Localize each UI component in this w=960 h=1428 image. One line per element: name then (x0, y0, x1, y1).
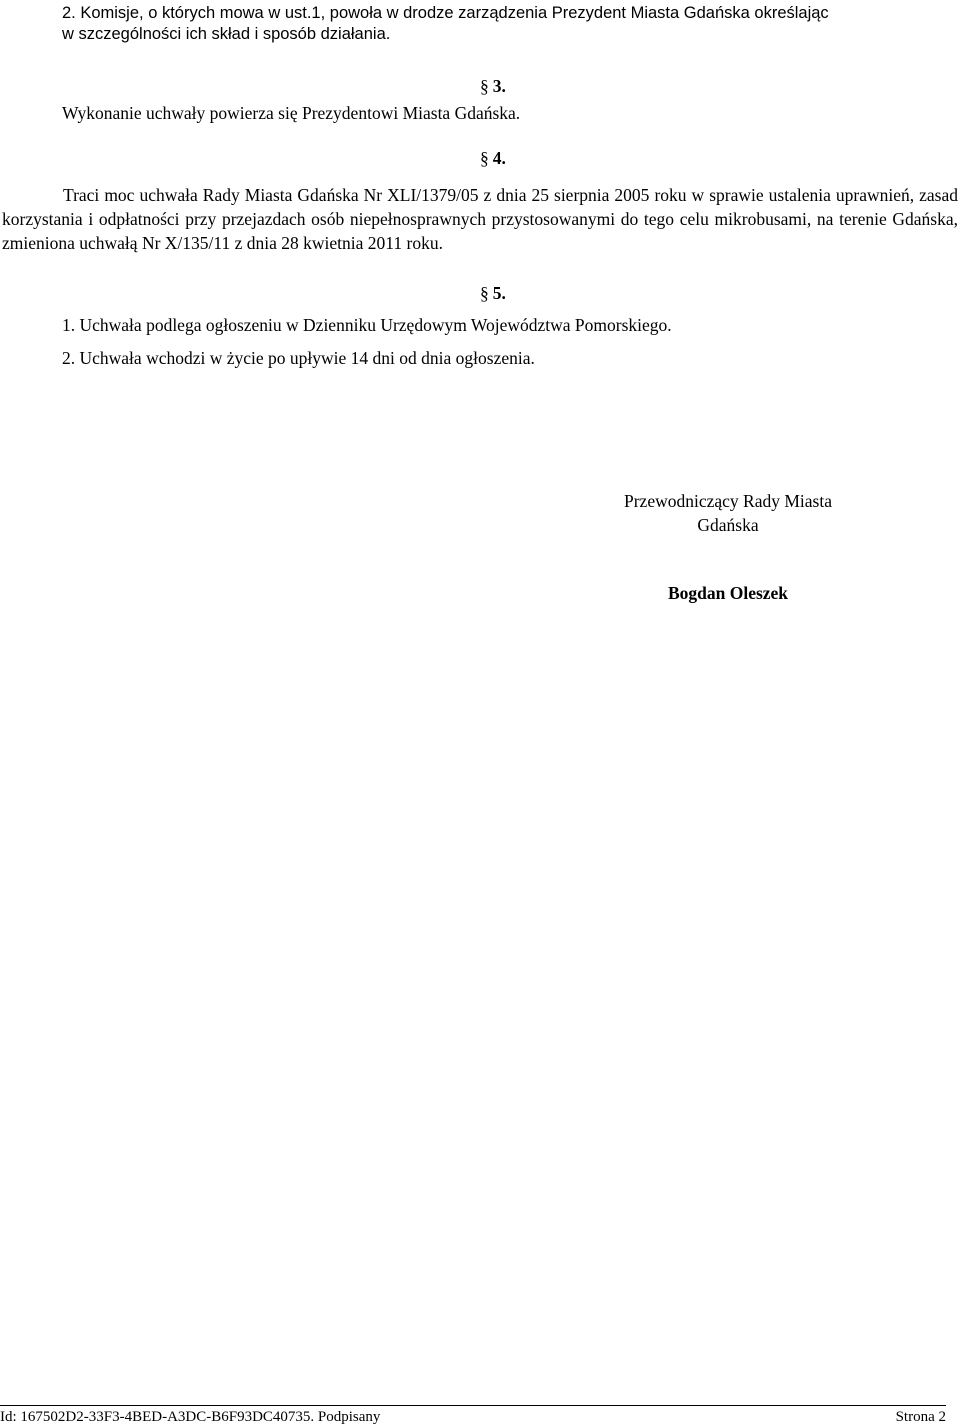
section-5-heading (480, 281, 506, 305)
section-3-text: Wykonanie uchwały powierza się Prezydentowi Miasta Gdańska. (62, 103, 521, 123)
paragraph-2-line-1: 2. Komisje, o których mowa w ust.1, powoła w drodze zarządzenia Prezydent Miasta Gdańska określając (62, 4, 829, 22)
section-3-number: 3. (492, 76, 506, 96)
section-4-heading (480, 146, 506, 170)
footer-page-number: Strona 2 (895, 1409, 946, 1425)
section-5-number: 5. (492, 283, 506, 303)
section-symbol: § (480, 148, 489, 168)
section-symbol: § (480, 283, 489, 303)
section-4-text: Traci moc uchwała Rady Miasta Gdańska Nr XLI/1379/05 z dnia 25 sierpnia 2005 roku w sprawie ustalenia uprawnień, zasad korzystania i odpłatności przy przejazdach osób niepełnosprawnych przystosowanymi do tego celu mikrobusami, na terenie Gdańska, zmieniona uchwałą Nr X/135/11 z dnia 28 kwietnia 2011 roku. (2, 185, 958, 253)
section-symbol: § (480, 76, 489, 96)
footer-document-id: Id: 167502D2-33F3-4BED-A3DC-B6F93DC40735. Podpisany (0, 1409, 381, 1425)
signature-title-line-1: Przewodniczący Rady Miasta (624, 491, 832, 511)
paragraph-2-line-2: w szczególności ich skład i sposób działania. (62, 25, 391, 43)
signature-title-line-2: Gdańska (697, 515, 759, 535)
section-5-item-1: 1. Uchwała podlega ogłoszeniu w Dzienniku Urzędowym Województwa Pomorskiego. (62, 315, 672, 335)
section-5-item-2: 2. Uchwała wchodzi w życie po upływie 14 dni od dnia ogłoszenia. (62, 348, 535, 368)
signature-name: Bogdan Oleszek (667, 583, 789, 603)
section-3-heading (480, 74, 506, 98)
section-4-number: 4. (492, 148, 506, 168)
